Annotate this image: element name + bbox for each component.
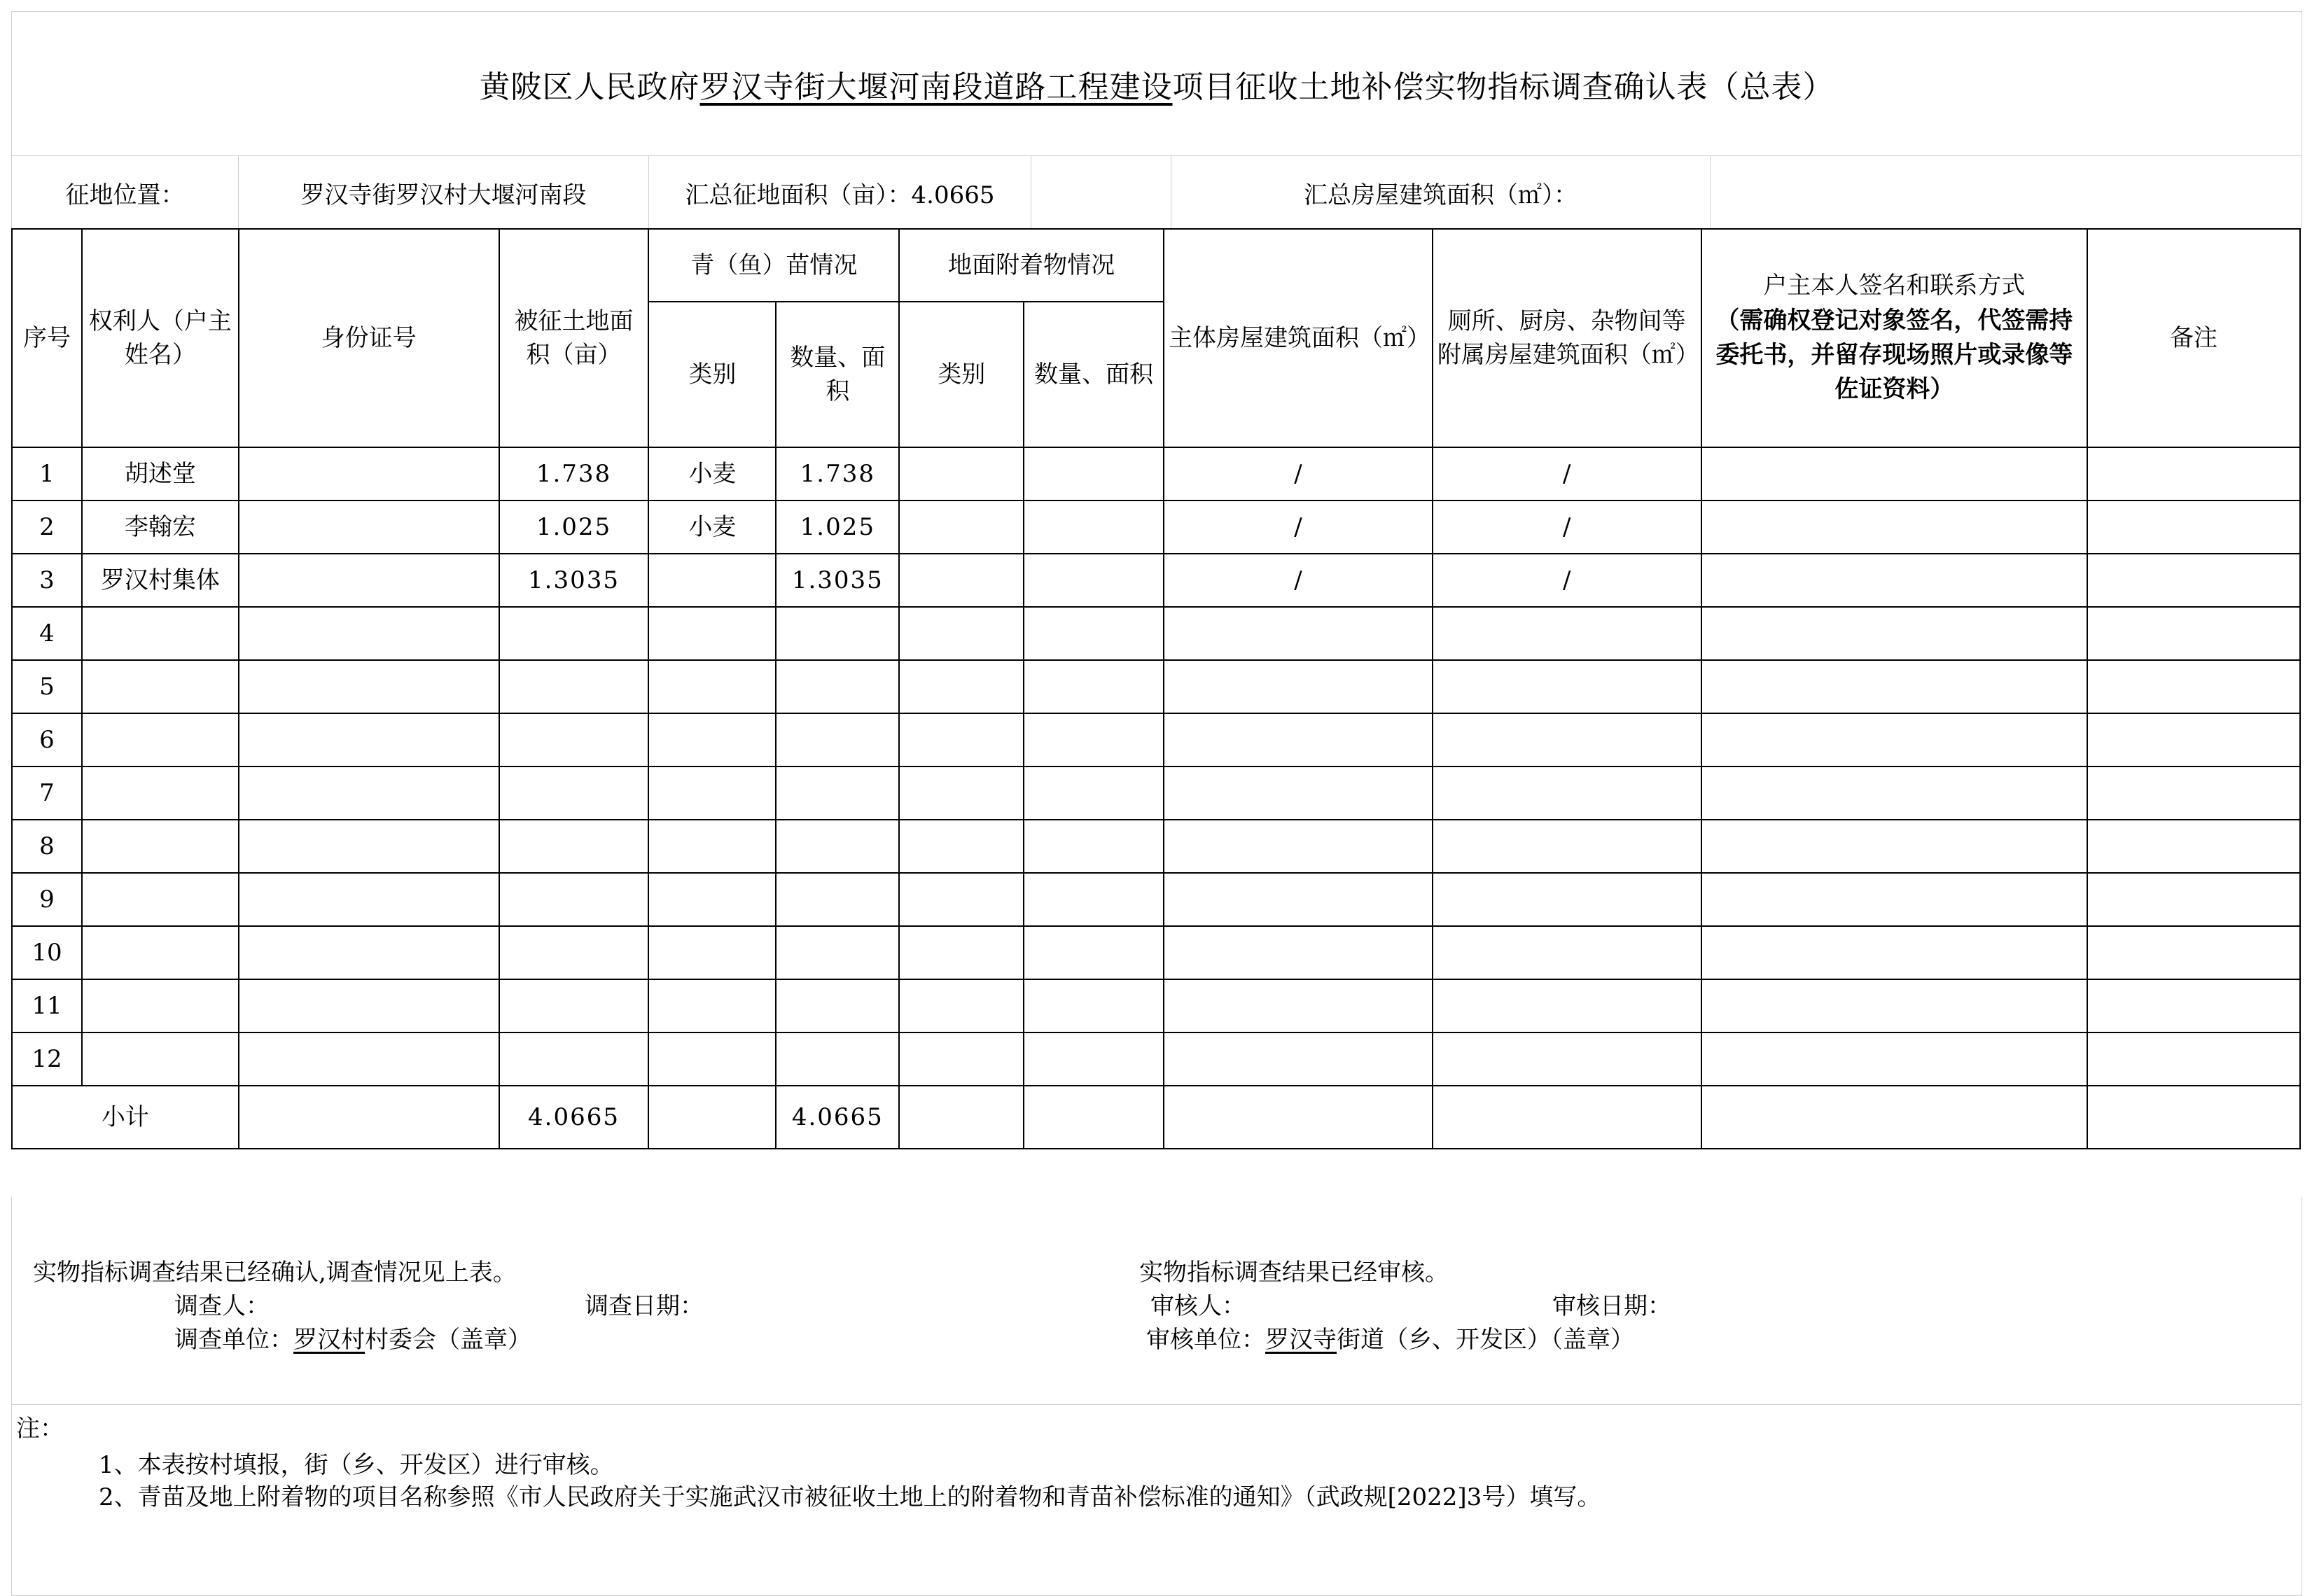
review-unit-suffix: 街道（乡、开发区）（盖章） <box>1337 1326 1634 1354</box>
title-project-name: 罗汉寺街大堰河南段道路工程建设 <box>699 69 1173 105</box>
cell-signature <box>1701 713 2088 766</box>
table-row <box>12 607 2300 660</box>
data-rows <box>12 447 2300 1086</box>
cell-signature <box>1701 500 2088 554</box>
location-label: 征地位置： <box>12 156 239 229</box>
cell-aux-building: / <box>1433 447 1701 500</box>
cell-main-building <box>1164 607 1433 660</box>
cell-remarks <box>2087 607 2300 660</box>
header-main-building: 主体房屋建筑面积（㎡） <box>1164 229 1433 447</box>
total-building-area-label: 汇总房屋建筑面积（㎡）： <box>1171 156 1711 229</box>
cell-attachment-quantity <box>1024 766 1164 820</box>
cell-main-building <box>1164 926 1433 979</box>
cell-attachment-type <box>899 713 1024 766</box>
cell-crop-quantity: 1.025 <box>776 500 899 554</box>
cell-id-number <box>239 554 499 607</box>
cell-crop-quantity <box>776 979 899 1032</box>
table-row <box>12 500 2300 554</box>
subtotal-id <box>239 1086 499 1149</box>
cell-crop-type <box>648 766 776 820</box>
cell-attachment-quantity <box>1024 447 1164 500</box>
cell-aux-building <box>1433 766 1701 820</box>
table-row <box>12 926 2300 979</box>
cell-main-building <box>1164 713 1433 766</box>
cell-main-building <box>1164 766 1433 820</box>
table-row <box>12 660 2300 713</box>
cell-owner <box>82 979 239 1032</box>
cell-attachment-type <box>899 1032 1024 1086</box>
table-row <box>12 1032 2300 1086</box>
cell-land-area <box>499 1032 649 1086</box>
cell-owner <box>82 713 239 766</box>
cell-owner: 罗汉村集体 <box>82 554 239 607</box>
cell-seq: 4 <box>12 607 82 660</box>
cell-aux-building <box>1433 926 1701 979</box>
subtotal-crop-quantity: 4.0665 <box>776 1086 899 1149</box>
header-land-area: 被征土地面积（亩） <box>499 229 649 447</box>
header-crop-group: 青（鱼）苗情况 <box>648 229 899 302</box>
cell-attachment-type <box>899 873 1024 926</box>
cell-remarks <box>2087 766 2300 820</box>
subtotal-attachment-quantity <box>1024 1086 1164 1149</box>
cell-attachment-type <box>899 660 1024 713</box>
cell-land-area <box>499 766 649 820</box>
investigation-unit <box>174 1320 531 1354</box>
cell-crop-quantity <box>776 926 899 979</box>
cell-seq: 1 <box>12 447 82 500</box>
cell-signature <box>1701 607 2088 660</box>
cell-attachment-type <box>899 500 1024 554</box>
cell-owner <box>82 607 239 660</box>
cell-crop-type <box>648 607 776 660</box>
cell-id-number <box>239 873 499 926</box>
cell-owner: 李翰宏 <box>82 500 239 554</box>
cell-crop-quantity: 1.3035 <box>776 554 899 607</box>
cell-remarks <box>2087 713 2300 766</box>
cell-attachment-type <box>899 820 1024 873</box>
cell-seq: 10 <box>12 926 82 979</box>
cell-id-number <box>239 607 499 660</box>
table-row <box>12 873 2300 926</box>
subtotal-land-area: 4.0665 <box>499 1086 649 1149</box>
cell-attachment-quantity <box>1024 979 1164 1032</box>
header-attachment-quantity: 数量、面积 <box>1024 302 1164 447</box>
cell-land-area <box>499 607 649 660</box>
table-row <box>12 820 2300 873</box>
cell-remarks <box>2087 500 2300 554</box>
reviewer-label: 审核人： <box>1150 1292 1246 1320</box>
survey-sheet <box>11 11 2301 1585</box>
cell-signature <box>1701 447 2088 500</box>
cell-crop-quantity <box>776 660 899 713</box>
cell-attachment-type <box>899 766 1024 820</box>
cell-attachment-type <box>899 554 1024 607</box>
location-info-row <box>11 155 2302 229</box>
cell-attachment-quantity <box>1024 500 1164 554</box>
cell-crop-type: 小麦 <box>648 447 776 500</box>
notes-section <box>11 1404 2302 1596</box>
investigation-unit-village: 罗汉村 <box>293 1326 365 1354</box>
cell-attachment-quantity <box>1024 554 1164 607</box>
cell-owner <box>82 926 239 979</box>
cell-land-area <box>499 660 649 713</box>
cell-id-number <box>239 447 499 500</box>
header-seq: 序号 <box>12 229 82 447</box>
cell-seq: 2 <box>12 500 82 554</box>
review-unit <box>1146 1320 1634 1354</box>
subtotal-label: 小计 <box>12 1086 239 1149</box>
cell-land-area: 1.738 <box>499 447 649 500</box>
cell-land-area <box>499 820 649 873</box>
cell-signature <box>1701 820 2088 873</box>
review-statement: 实物指标调查结果已经审核。 <box>1139 1259 1449 1287</box>
cell-remarks <box>2087 660 2300 713</box>
cell-aux-building <box>1433 660 1701 713</box>
cell-id-number <box>239 926 499 979</box>
investigation-unit-label: 调查单位： <box>174 1326 293 1354</box>
cell-crop-type <box>648 926 776 979</box>
cell-main-building: / <box>1164 447 1433 500</box>
cell-crop-type: 小麦 <box>648 500 776 554</box>
review-date-label: 审核日期： <box>1552 1292 1671 1320</box>
header-signature-note: （需确权登记对象签名，代签需持委托书，并留存现场照片或录像等佐证资料） <box>1715 306 2073 404</box>
cell-main-building <box>1164 979 1433 1032</box>
cell-owner <box>82 766 239 820</box>
cell-main-building <box>1164 873 1433 926</box>
table-row <box>12 713 2300 766</box>
cell-aux-building <box>1433 1032 1701 1086</box>
location-value: 罗汉寺街罗汉村大堰河南段 <box>239 156 649 229</box>
subtotal-attachment-type <box>899 1086 1024 1149</box>
cell-crop-type <box>648 554 776 607</box>
header-aux-building: 厕所、厨房、杂物间等附属房屋建筑面积（㎡） <box>1433 229 1701 447</box>
cell-seq: 8 <box>12 820 82 873</box>
cell-crop-type <box>648 713 776 766</box>
cell-crop-type <box>648 873 776 926</box>
cell-land-area <box>499 713 649 766</box>
cell-id-number <box>239 766 499 820</box>
cell-signature <box>1701 1032 2088 1086</box>
cell-aux-building <box>1433 979 1701 1032</box>
cell-owner: 胡述堂 <box>82 447 239 500</box>
cell-owner <box>82 660 239 713</box>
cell-attachment-type <box>899 979 1024 1032</box>
cell-main-building <box>1164 820 1433 873</box>
cell-remarks <box>2087 1032 2300 1086</box>
info-spacer <box>1031 156 1171 229</box>
cell-attachment-quantity <box>1024 660 1164 713</box>
cell-signature <box>1701 926 2088 979</box>
confirmation-section <box>11 1197 2302 1404</box>
header-attachment-group: 地面附着物情况 <box>899 229 1164 302</box>
title-prefix: 黄陂区人民政府 <box>479 69 700 105</box>
cell-id-number <box>239 979 499 1032</box>
cell-attachment-quantity <box>1024 607 1164 660</box>
cell-main-building <box>1164 1032 1433 1086</box>
cell-seq: 6 <box>12 713 82 766</box>
table-row <box>12 554 2300 607</box>
table-row <box>12 979 2300 1032</box>
cell-id-number <box>239 713 499 766</box>
subtotal-crop-type <box>648 1086 776 1149</box>
cell-remarks <box>2087 873 2300 926</box>
cell-aux-building: / <box>1433 554 1701 607</box>
survey-table <box>11 228 2301 1149</box>
header-signature <box>1701 229 2088 447</box>
cell-attachment-quantity <box>1024 873 1164 926</box>
cell-id-number <box>239 660 499 713</box>
note-item-1: 1、本表按村填报，街（乡、开发区）进行审核。 <box>99 1451 614 1479</box>
cell-attachment-quantity <box>1024 820 1164 873</box>
cell-attachment-type <box>899 447 1024 500</box>
cell-main-building <box>1164 660 1433 713</box>
cell-seq: 9 <box>12 873 82 926</box>
title-suffix: 项目征收土地补偿实物指标调查确认表（总表） <box>1172 69 1834 105</box>
header-crop-type: 类别 <box>648 302 776 447</box>
cell-id-number <box>239 820 499 873</box>
cell-land-area: 1.3035 <box>499 554 649 607</box>
cell-seq: 3 <box>12 554 82 607</box>
total-land-area: 汇总征地面积（亩）：4.0665 <box>649 156 1031 229</box>
total-building-area-value <box>1711 156 2301 229</box>
notes-label: 注： <box>16 1415 64 1443</box>
cell-id-number <box>239 500 499 554</box>
cell-remarks <box>2087 447 2300 500</box>
cell-owner <box>82 873 239 926</box>
title-area <box>11 11 2302 156</box>
cell-signature <box>1701 873 2088 926</box>
cell-aux-building <box>1433 820 1701 873</box>
table-row <box>12 766 2300 820</box>
cell-crop-type <box>648 820 776 873</box>
cell-id-number <box>239 1032 499 1086</box>
cell-attachment-quantity <box>1024 1032 1164 1086</box>
cell-crop-type <box>648 660 776 713</box>
cell-owner <box>82 820 239 873</box>
note-item-2: 2、青苗及地上附着物的项目名称参照《市人民政府关于实施武汉市被征收土地上的附着物和青苗补偿标准的通知》（武政规[2022]3号）填写。 <box>99 1483 1601 1511</box>
investigation-unit-suffix: 村委会（盖章） <box>365 1326 531 1354</box>
cell-land-area: 1.025 <box>499 500 649 554</box>
cell-aux-building <box>1433 607 1701 660</box>
cell-aux-building: / <box>1433 500 1701 554</box>
header-id-number: 身份证号 <box>239 229 499 447</box>
cell-signature <box>1701 766 2088 820</box>
cell-land-area <box>499 926 649 979</box>
review-unit-label: 审核单位： <box>1146 1326 1265 1354</box>
cell-seq: 12 <box>12 1032 82 1086</box>
cell-seq: 11 <box>12 979 82 1032</box>
cell-aux-building <box>1433 873 1701 926</box>
cell-crop-quantity <box>776 1032 899 1086</box>
cell-seq: 5 <box>12 660 82 713</box>
cell-remarks <box>2087 979 2300 1032</box>
review-unit-street: 罗汉寺 <box>1265 1326 1337 1354</box>
cell-crop-quantity <box>776 873 899 926</box>
subtotal-row <box>12 1086 2300 1149</box>
cell-remarks <box>2087 820 2300 873</box>
investigation-date-label: 调查日期： <box>585 1292 704 1320</box>
cell-signature <box>1701 660 2088 713</box>
subtotal-remarks <box>2087 1086 2300 1149</box>
cell-remarks <box>2087 926 2300 979</box>
cell-attachment-quantity <box>1024 926 1164 979</box>
subtotal-aux-building <box>1433 1086 1701 1149</box>
document-title <box>480 62 1834 106</box>
cell-main-building: / <box>1164 554 1433 607</box>
cell-signature <box>1701 979 2088 1032</box>
cell-attachment-type <box>899 607 1024 660</box>
cell-crop-quantity <box>776 820 899 873</box>
subtotal-main-building <box>1164 1086 1433 1149</box>
cell-remarks <box>2087 554 2300 607</box>
header-owner: 权利人（户主姓名） <box>82 229 239 447</box>
cell-crop-type <box>648 979 776 1032</box>
header-signature-title: 户主本人签名和联系方式 <box>1763 272 2026 300</box>
cell-crop-type <box>648 1032 776 1086</box>
cell-crop-quantity <box>776 607 899 660</box>
header-crop-quantity: 数量、面积 <box>776 302 899 447</box>
cell-land-area <box>499 873 649 926</box>
cell-crop-quantity <box>776 766 899 820</box>
cell-crop-quantity <box>776 713 899 766</box>
cell-land-area <box>499 979 649 1032</box>
cell-main-building: / <box>1164 500 1433 554</box>
cell-signature <box>1701 554 2088 607</box>
cell-seq: 7 <box>12 766 82 820</box>
investigation-statement: 实物指标调查结果已经确认,调查情况见上表。 <box>33 1259 517 1287</box>
header-remarks: 备注 <box>2087 229 2300 447</box>
cell-attachment-type <box>899 926 1024 979</box>
cell-owner <box>82 1032 239 1086</box>
cell-attachment-quantity <box>1024 713 1164 766</box>
cell-aux-building <box>1433 713 1701 766</box>
investigator-label: 调查人： <box>174 1292 270 1320</box>
cell-crop-quantity: 1.738 <box>776 447 899 500</box>
table-row <box>12 447 2300 500</box>
subtotal-signature <box>1701 1086 2088 1149</box>
header-attachment-type: 类别 <box>899 302 1024 447</box>
